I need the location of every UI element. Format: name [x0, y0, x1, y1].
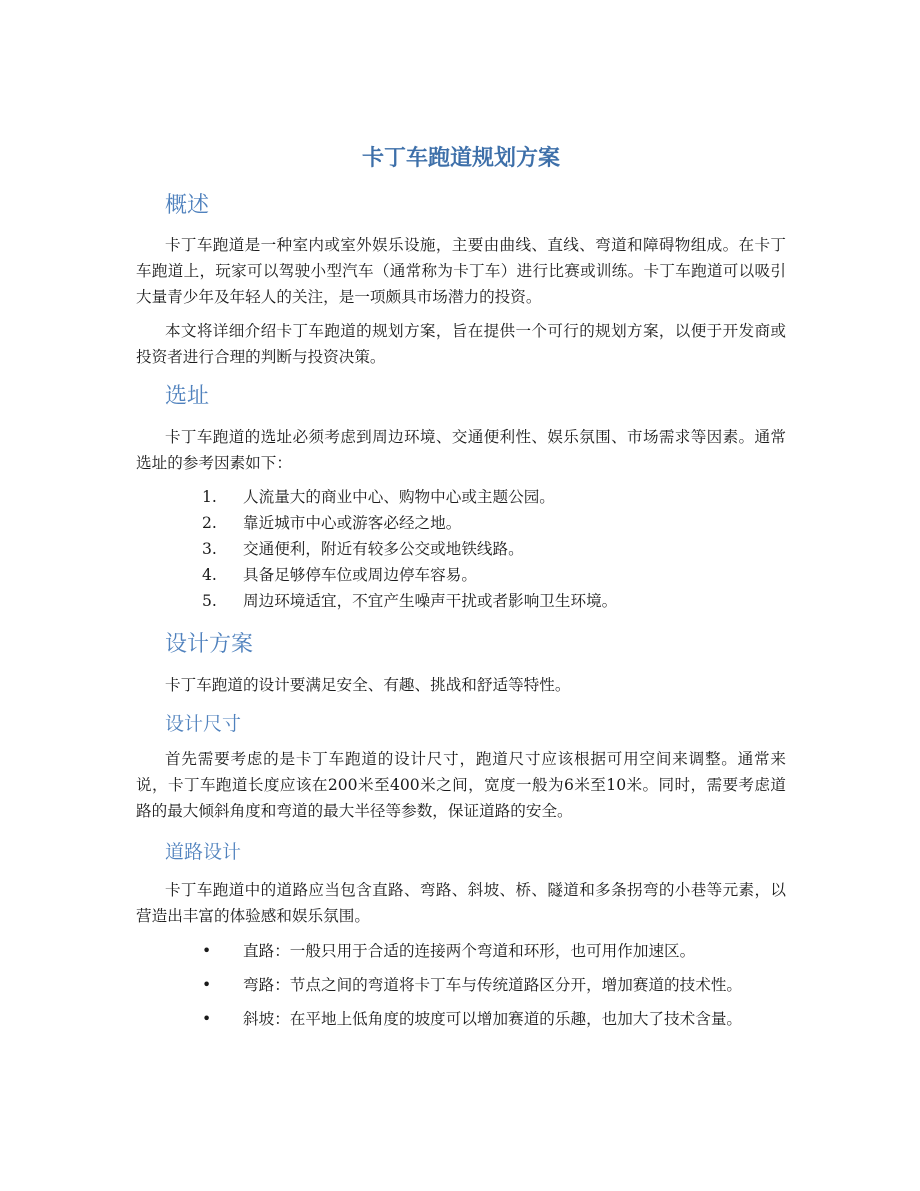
heading-overview: 概述 — [165, 193, 210, 218]
list-item-text: 斜坡：在平地上低角度的坡度可以增加赛道的乐趣，也加大了技术含量。 — [243, 1010, 743, 1028]
list-item-text: 周边环境适宜，不宜产生噪声干扰或者影响卫生环境。 — [243, 592, 618, 610]
list-number: 3. — [202, 540, 217, 558]
bullet-icon: • — [202, 1010, 212, 1028]
list-number: 1. — [202, 488, 217, 506]
list-item — [136, 484, 786, 510]
road-element-list — [136, 938, 786, 1040]
list-item-text: 直路：一般只用于合适的连接两个弯道和环形，也可用作加速区。 — [243, 942, 696, 960]
overview-paragraph-1: 卡丁车跑道是一种室内或室外娱乐设施，主要由曲线、直线、弯道和障碍物组成。在卡丁车跑道上，玩家可以驾驶小型汽车（通常称为卡丁车）进行比赛或训练。卡丁车跑道可以吸引大量青少年及年轻人的关注，是一项颇具市场潜力的投资。 — [136, 236, 786, 306]
site-paragraph: 卡丁车跑道的选址必须考虑到周边环境、交通便利性、娱乐氛围、市场需求等因素。通常选址的参考因素如下： — [136, 428, 786, 472]
list-item-text: 靠近城市中心或游客必经之地。 — [243, 514, 462, 532]
list-number: 2. — [202, 514, 217, 532]
list-item — [136, 562, 786, 588]
list-item — [136, 588, 786, 614]
overview-paragraph-2: 本文将详细介绍卡丁车跑道的规划方案，旨在提供一个可行的规划方案，以便于开发商或投资者进行合理的判断与投资决策。 — [136, 322, 786, 366]
heading-size: 设计尺寸 — [165, 713, 242, 735]
list-item-text: 交通便利，附近有较多公交或地铁线路。 — [243, 540, 524, 558]
list-item — [136, 938, 786, 964]
bullet-icon: • — [202, 976, 212, 994]
design-paragraph: 卡丁车跑道的设计要满足安全、有趣、挑战和舒适等特性。 — [165, 676, 571, 694]
list-item — [136, 536, 786, 562]
site-factor-list — [136, 484, 786, 614]
list-number: 5. — [202, 592, 217, 610]
road-paragraph: 卡丁车跑道中的道路应当包含直路、弯路、斜坡、桥、隧道和多条拐弯的小巷等元素，以营造出丰富的体验感和娱乐氛围。 — [136, 881, 786, 925]
list-item-text: 人流量大的商业中心、购物中心或主题公园。 — [243, 488, 555, 506]
bullet-icon: • — [202, 942, 212, 960]
list-item-text: 弯路：节点之间的弯道将卡丁车与传统道路区分开，增加赛道的技术性。 — [243, 976, 743, 994]
size-paragraph: 首先需要考虑的是卡丁车跑道的设计尺寸，跑道尺寸应该根据可用空间来调整。通常来说，卡丁车跑道长度应该在200米至400米之间，宽度一般为6米至10米。同时，需要考虑道路的最大倾斜角度和弯道的最大半径等参数，保证道路的安全。 — [136, 750, 786, 820]
list-number: 4. — [202, 566, 217, 584]
list-item-text: 具备足够停车位或周边停车容易。 — [243, 566, 477, 584]
list-item — [136, 972, 786, 998]
list-item — [136, 1006, 786, 1032]
heading-road: 道路设计 — [165, 841, 242, 863]
heading-design: 设计方案 — [165, 632, 254, 657]
heading-site: 选址 — [165, 384, 210, 409]
list-item — [136, 510, 786, 536]
document-title: 卡丁车跑道规划方案 — [361, 146, 560, 171]
